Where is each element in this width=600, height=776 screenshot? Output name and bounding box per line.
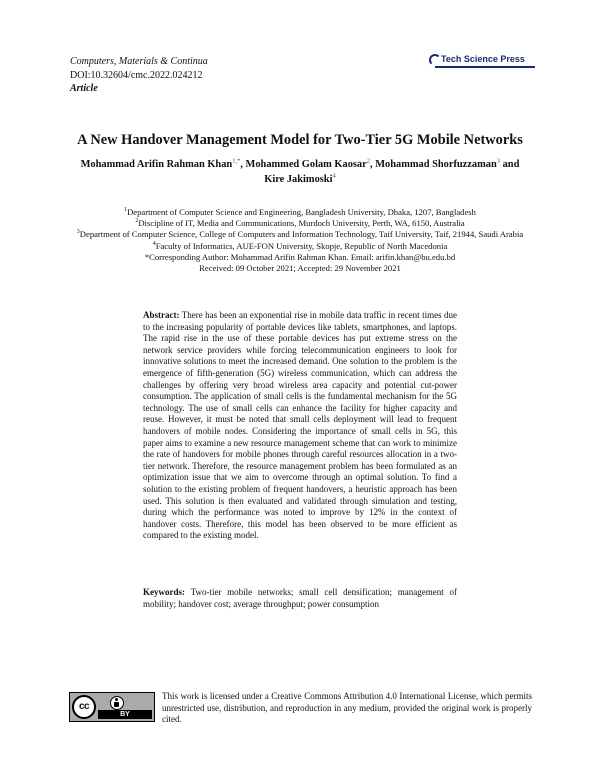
paper-title: A New Handover Management Model for Two-Tier 5G Mobile Networks [77,132,523,148]
keywords [143,587,457,610]
affiliation [60,229,540,240]
affiliation [60,241,540,252]
affiliation [60,218,540,229]
author-name: Mohammad Shorfuzzaman [375,159,497,170]
author-name: Kire Jakimoski [264,174,333,185]
publisher-swoosh-icon [429,54,441,66]
affiliation [60,207,540,218]
cc-by-license-badge[interactable] [69,692,155,722]
author-affil-mark[interactable]: 2 [366,157,370,165]
affiliation-text: Department of Computer Science, College of Computers and Information Technology, Taif University, Taif, 21944, Saudi Arabia [79,229,524,240]
affiliation-text: Department of Computer Science and Engineering, Bangladesh University, Dhaka, 1207, Bangladesh [127,207,476,217]
abstract-label: Abstract: [143,310,180,320]
affiliation-mark: 2 [135,218,139,225]
publisher-rule [435,66,535,68]
author-name: Mohammad Arifin Rahman Khan [80,159,233,170]
abstract [143,310,457,542]
article-type: Article [70,83,98,94]
author-affil-mark[interactable]: 1,* [232,157,241,165]
doi[interactable]: DOI:10.32604/cmc.2022.024212 [70,69,203,81]
author-list [60,157,540,187]
affiliation-text: Faculty of Informatics, AUE-FON University, Skopje, Republic of North Macedonia [155,240,448,251]
author-affil-mark[interactable]: 3 [496,157,500,165]
license-text: This work is licensed under a Creative Commons Attribution 4.0 International License, which permits unrestricted use, distribution, and reproduction in any medium, provided the original work is properly cited. [162,691,532,725]
keywords-text: Two-tier mobile networks; small cell densification; management of mobility; handover cost; average throughput; power consumption [143,587,457,609]
publisher-logo [429,53,535,69]
affiliation-text: Discipline of IT, Media and Communications, Murdoch University, Perth, WA, 6150, Australia [138,218,465,229]
author-name: Mohammed Golam Kaosar [245,159,367,170]
attribution-person-icon [110,696,124,710]
journal-header [70,55,208,96]
author-separator: , [240,159,243,170]
by-label: BY [98,710,152,719]
creative-commons-icon: cc [72,695,96,719]
author-affil-mark[interactable]: 4 [332,172,336,180]
journal-name: Computers, Materials & Continua [70,56,208,67]
affiliations [60,207,540,274]
author-separator: and [502,159,520,170]
received-accepted-dates: Received: 09 October 2021; Accepted: 29 November 2021 [199,263,401,274]
affiliation-mark: 3 [76,229,80,236]
author-separator: , [370,159,373,170]
corresponding-author[interactable]: *Corresponding Author: Mohammad Arifin Rahman Khan. Email: arifin.khan@bu.edu.bd [144,251,456,262]
affiliation-mark: 1 [124,207,128,214]
keywords-label: Keywords: [143,587,185,597]
publisher-name: Tech Science Press [441,54,525,64]
abstract-text: There has been an exponential rise in mobile data traffic in recent times due to the increasing popularity of portable devices like tablets, smartphones, and laptops. The rapid rise in the use of these portable devices has put extreme stress on the network service providers while forcing telecommunication engineers to look for innovative solutions to meet the increased demand. One solution to the problem is the emergence of fifth-generation (5G) wireless communication, which can address the challenges by offering very broad wireless area capacity and potential cut-power consumption. The application of small cells is the fundamental mechanism for the 5G technology. The use of small cells can enhance the facility for higher capacity and reuse. However, it must be noted that small cells deployment will lead to frequent handovers of mobile nodes. Considering the importance of small cells in 5G, this paper aims to examine a new resource management scheme that can work to minimize the rate of handovers for mobile phones through careful resources allocation in a two-tier network. Therefore, the resource management problem has been formulated as an optimization issue that we aim to overcome through an optimal solution. To find a solution to the existing problem of frequent handovers, a heuristic approach has been used. This solution is then evaluated and validated through simulation and testing, during which the performance was noted to improve by 12% in the context of handover costs. Therefore, this model has been observed to be more efficient as compared to the existing model. [143,310,457,541]
affiliation-mark: 4 [152,240,156,247]
